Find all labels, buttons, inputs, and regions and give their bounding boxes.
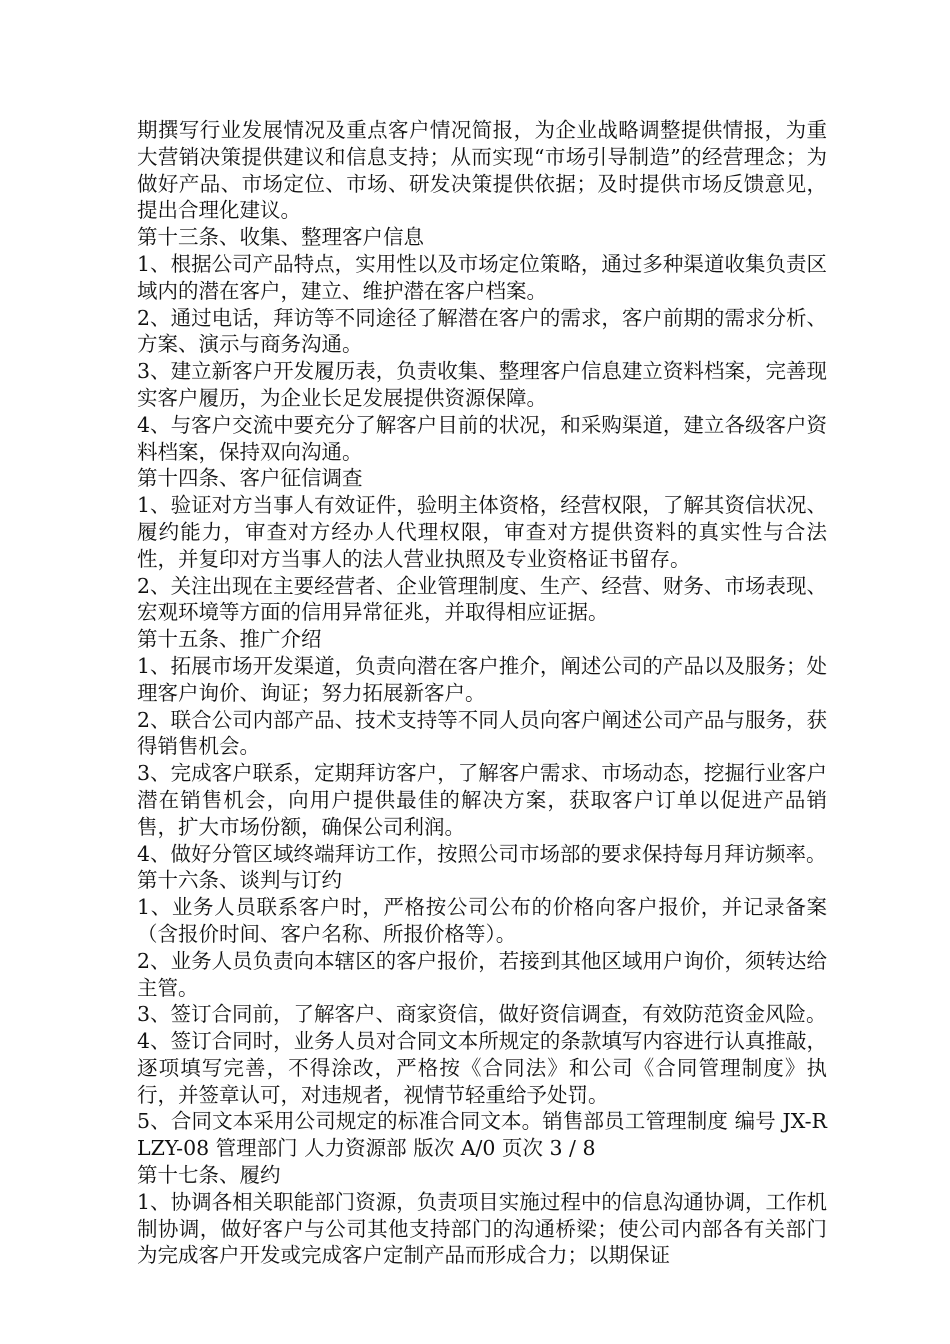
section-heading-article-16: 第十六条、谈判与订约	[137, 868, 342, 893]
list-item-13-3: 3、建立新客户开发履历表，负责收集、整理客户信息建立资料档案，完善现实客户履历，为企业长足发展提供资源保障。	[137, 359, 827, 410]
list-item-14-2: 2、关注出现在主要经营者、企业管理制度、生产、经营、财务、市场表现、宏观环境等方面的信用异常征兆，并取得相应证据。	[137, 573, 827, 625]
list-item-16-5: 5、合同文本采用公司规定的标准合同文本。销售部员工管理制度 编号 JX-RLZY-08 管理部门 人力资源部 版次 A/0 页次 3 / 8	[137, 1109, 827, 1161]
list-item-15-3: 3、完成客户联系，定期拜访客户，了解客户需求、市场动态，挖掘行业客户潜在销售机会，向用户提供最佳的解决方案，获取客户订单以促进产品销售，扩大市场份额，确保公司利润。	[137, 761, 827, 839]
section-heading-article-14: 第十四条、客户征信调查	[137, 466, 363, 491]
list-item-13-1: 1、根据公司产品特点，实用性以及市场定位策略，通过多种渠道收集负责区域内的潜在客户，建立、维护潜在客户档案。	[137, 251, 827, 303]
section-heading-article-15: 第十五条、推广介绍	[137, 627, 322, 652]
list-item-16-3: 3、签订合同前，了解客户、商家资信，做好资信调查，有效防范资金风险。	[137, 1002, 827, 1027]
document-body	[137, 117, 827, 1269]
section-heading-article-17: 第十七条、履约	[137, 1163, 281, 1188]
list-item-15-4: 4、做好分管区域终端拜访工作，按照公司市场部的要求保持每月拜访频率。	[137, 841, 827, 866]
list-item-13-2: 2、通过电话，拜访等不同途径了解潜在客户的需求，客户前期的需求分析、方案、演示与商务沟通。	[137, 305, 827, 357]
list-item-15-2: 2、联合公司内部产品、技术支持等不同人员向客户阐述公司产品与服务，获得销售机会。	[137, 707, 827, 759]
paragraph-intro-continuation: 期撰写行业发展情况及重点客户情况简报，为企业战略调整提供情报，为重大营销决策提供建议和信息支持；从而实现“市场引导制造”的经营理念；为做好产品、市场定位、市场、研发决策提供依据；及时提供市场反馈意见，提出合理化建议。	[137, 118, 827, 223]
list-item-16-4: 4、签订合同时，业务人员对合同文本所规定的条款填写内容进行认真推敲，逐项填写完善，不得涂改，严格按《合同法》和公司《合同管理制度》执行，并签章认可，对违规者，视情节轻重给予处罚。	[137, 1029, 827, 1107]
list-item-16-2: 2、业务人员负责向本辖区的客户报价，若接到其他区域用户询价，须转达给主管。	[137, 948, 827, 1000]
list-item-16-1: 1、业务人员联系客户时，严格按公司公布的价格向客户报价，并记录备案（含报价时间、客户名称、所报价格等）。	[137, 895, 827, 946]
list-item-14-1: 1、验证对方当事人有效证件，验明主体资格，经营权限，了解其资信状况、履约能力，审查对方经办人代理权限，审查对方提供资料的真实性与合法性，并复印对方当事人的法人营业执照及专业资格证书留存。	[137, 493, 827, 571]
section-heading-article-13: 第十三条、收集、整理客户信息	[137, 225, 424, 250]
list-item-17-1: 1、协调各相关职能部门资源，负责项目实施过程中的信息沟通协调，工作机制协调，做好客户与公司其他支持部门的沟通桥梁；使公司内部各有关部门为完成客户开发或完成客户定制产品而形成合力；以期保证	[137, 1189, 827, 1268]
list-item-13-4: 4、与客户交流中要充分了解客户目前的状况，和采购渠道，建立各级客户资料档案，保持双向沟通。	[137, 412, 827, 464]
list-item-15-1: 1、拓展市场开发渠道，负责向潜在客户推介，阐述公司的产品以及服务；处理客户询价、询证；努力拓展新客户。	[137, 653, 827, 705]
